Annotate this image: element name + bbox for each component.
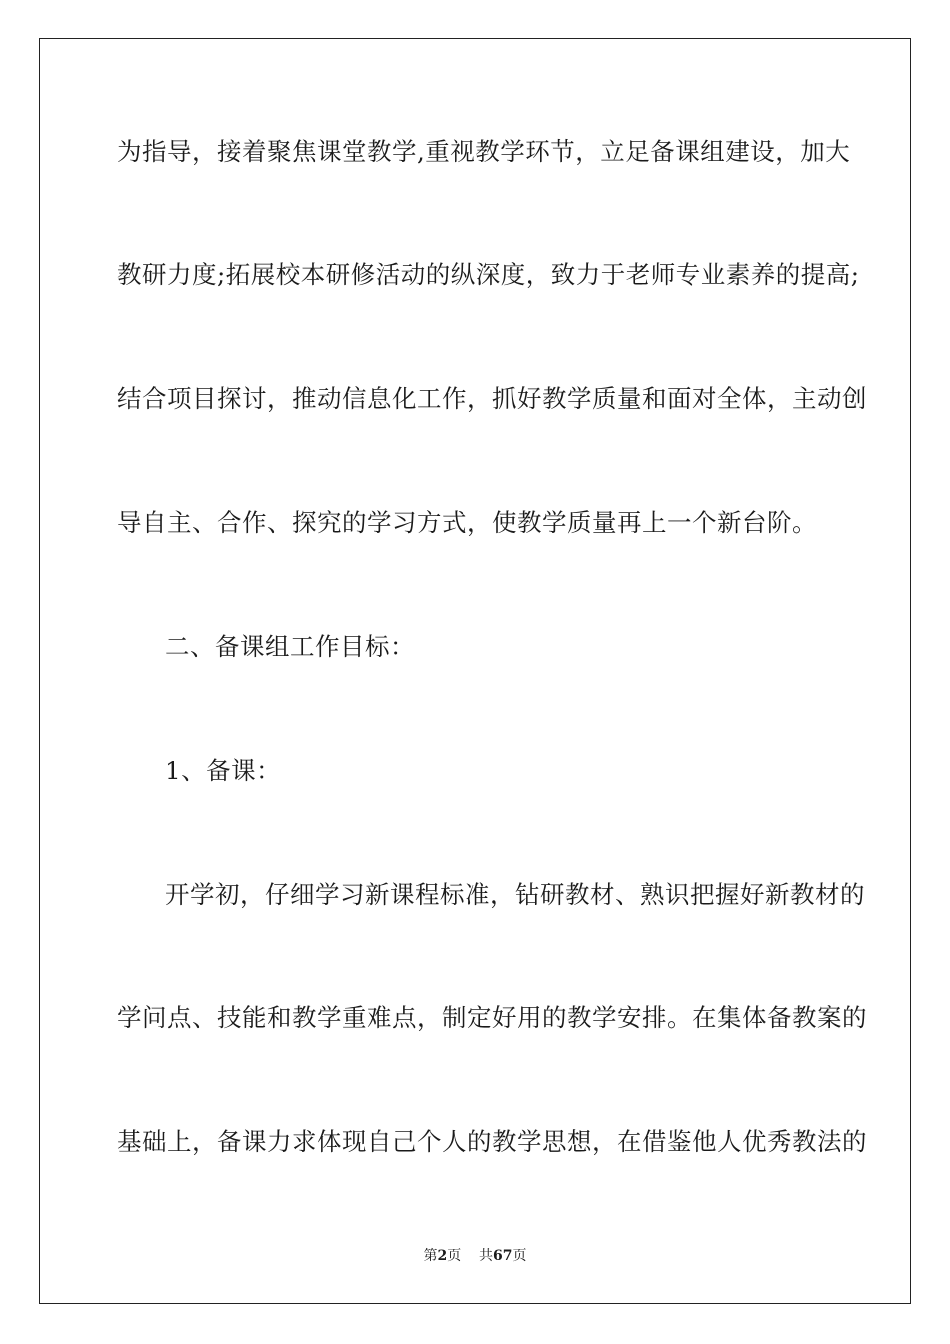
page-footer [0,1246,950,1266]
footer-page-prefix: 第 [423,1248,438,1264]
page-border [39,38,911,1304]
footer-current-page: 2 [437,1248,448,1264]
subsection-heading: 1、备课： [165,756,282,785]
body-line-1: 为指导，接着聚焦课堂教学,重视教学环节，立足备课组建设，加大 [117,137,851,166]
body-line-3: 结合项目探讨，推动信息化工作，抓好教学质量和面对全体，主动创 [117,384,867,413]
footer-page-suffix: 页 [447,1248,462,1264]
footer-total-prefix: 共 [479,1248,494,1264]
body-line-7: 基础上，备课力求体现自己个人的教学思想，在借鉴他人优秀教法的 [117,1127,867,1156]
body-line-2: 教研力度;拓展校本研修活动的纵深度，致力于老师专业素养的提高; [117,260,860,289]
body-line-6: 学问点、技能和教学重难点，制定好用的教学安排。在集体备教案的 [117,1003,867,1032]
section-heading: 二、备课组工作目标： [165,632,415,661]
footer-total-suffix: 页 [512,1248,527,1264]
footer-total-pages: 67 [493,1248,513,1264]
body-line-4: 导自主、合作、探究的学习方式，使教学质量再上一个新台阶。 [117,508,817,537]
body-line-5: 开学初，仔细学习新课程标准，钻研教材、熟识把握好新教材的 [165,880,865,909]
